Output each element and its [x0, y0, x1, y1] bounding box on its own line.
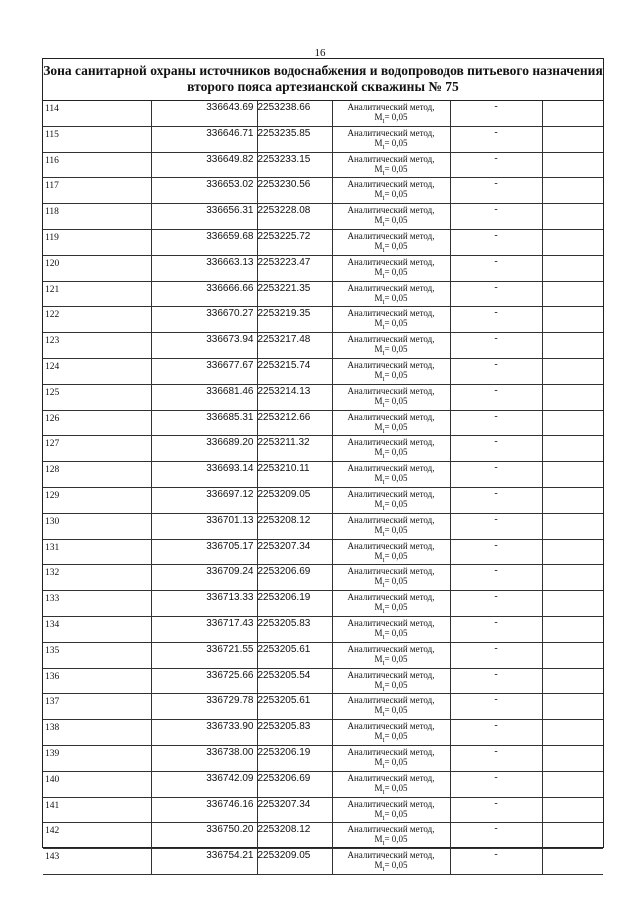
method-label: Аналитический метод,: [347, 772, 435, 783]
error-cell: -: [450, 307, 542, 333]
error-cell: -: [450, 616, 542, 642]
y-coordinate-cell: 2253205.83: [257, 616, 332, 642]
table-row: [43, 229, 603, 255]
point-number-cell: 139: [43, 745, 151, 771]
table-row: [43, 101, 603, 126]
point-number-cell: 142: [43, 823, 151, 849]
y-coordinate-cell: 2253210.11: [257, 462, 332, 488]
method-label: Аналитический метод,: [347, 721, 435, 732]
coordinates-table-body: [43, 101, 603, 874]
method-label: Аналитический метод,: [347, 643, 435, 654]
error-cell: -: [450, 178, 542, 204]
table-row: [43, 642, 603, 668]
method-cell: [332, 616, 450, 642]
error-cell: -: [450, 436, 542, 462]
error-cell: -: [450, 694, 542, 720]
method-cell: [332, 436, 450, 462]
x-coordinate-cell: 336656.31: [151, 204, 257, 230]
method-cell: [332, 152, 450, 178]
point-number-cell: 135: [43, 642, 151, 668]
x-coordinate-cell: 336729.78: [151, 694, 257, 720]
method-label: Аналитический метод,: [347, 514, 435, 525]
y-coordinate-cell: 2253235.85: [257, 126, 332, 152]
point-number-cell: 117: [43, 178, 151, 204]
mt-value: $M_t= 0,05$: [374, 731, 408, 744]
method-label: Аналитический метод,: [347, 669, 435, 680]
blank-cell: [542, 410, 603, 436]
table-row: [43, 616, 603, 642]
x-coordinate-cell: 336717.43: [151, 616, 257, 642]
method-cell: [332, 384, 450, 410]
method-cell: [332, 126, 450, 152]
y-coordinate-cell: 2253205.54: [257, 668, 332, 694]
mt-value: $M_t= 0,05$: [374, 524, 408, 538]
blank-cell: [542, 797, 603, 823]
table-row: [43, 720, 603, 746]
blank-cell: [542, 720, 603, 746]
mt-value: $M_t= 0,05$: [374, 756, 408, 770]
table-row: [43, 126, 603, 152]
error-cell: -: [450, 591, 542, 617]
error-cell: -: [450, 771, 542, 797]
method-label: Аналитический метод,: [347, 359, 435, 370]
blank-cell: [542, 255, 603, 281]
y-coordinate-cell: 2253215.74: [257, 358, 332, 384]
error-cell: -: [450, 255, 542, 281]
error-cell: -: [450, 152, 542, 178]
blank-cell: [542, 616, 603, 642]
table-title: [43, 59, 603, 101]
x-coordinate-cell: 336666.66: [151, 281, 257, 307]
document-sheet: [42, 58, 604, 873]
method-label: Аналитический метод,: [347, 205, 435, 216]
y-coordinate-cell: 2253206.19: [257, 591, 332, 617]
blank-cell: [542, 745, 603, 771]
point-number-cell: 132: [43, 565, 151, 591]
method-cell: [332, 720, 450, 746]
method-cell: [332, 487, 450, 513]
y-coordinate-cell: 2253217.48: [257, 333, 332, 359]
error-cell: -: [450, 487, 542, 513]
method-label: Аналитический метод,: [347, 798, 435, 809]
point-number-cell: 125: [43, 384, 151, 410]
y-coordinate-cell: 2253205.61: [257, 694, 332, 720]
y-coordinate-cell: 2253219.35: [257, 307, 332, 333]
mt-value: $M_t= 0,05$: [374, 344, 408, 357]
method-cell: [332, 101, 450, 126]
y-coordinate-cell: 2253205.83: [257, 720, 332, 746]
method-label: Аналитический метод,: [347, 334, 435, 345]
table-row: [43, 694, 603, 720]
x-coordinate-cell: 336689.20: [151, 436, 257, 462]
blank-cell: [542, 126, 603, 152]
table-row: [43, 823, 603, 849]
y-coordinate-cell: 2253221.35: [257, 281, 332, 307]
table-row: [43, 152, 603, 178]
point-number-cell: 124: [43, 358, 151, 384]
method-label: Аналитический метод,: [347, 308, 435, 319]
method-cell: [332, 823, 450, 849]
point-number-cell: 120: [43, 255, 151, 281]
point-number-cell: 131: [43, 539, 151, 565]
x-coordinate-cell: 336701.13: [151, 513, 257, 539]
table-row: [43, 591, 603, 617]
method-cell: [332, 229, 450, 255]
blank-cell: [542, 771, 603, 797]
method-cell: [332, 178, 450, 204]
blank-cell: [542, 152, 603, 178]
method-cell: [332, 591, 450, 617]
x-coordinate-cell: 336659.68: [151, 229, 257, 255]
title-line-1: Зона санитарной охраны источников водоснабжения и водопроводов питьевого назначения: [43, 63, 603, 78]
error-cell: -: [450, 204, 542, 230]
method-cell: [332, 204, 450, 230]
error-cell: -: [450, 668, 542, 694]
point-number-cell: 116: [43, 152, 151, 178]
y-coordinate-cell: 2253207.34: [257, 539, 332, 565]
x-coordinate-cell: 336673.94: [151, 333, 257, 359]
error-cell: -: [450, 281, 542, 307]
method-label: Аналитический метод,: [347, 282, 435, 293]
blank-cell: [542, 849, 603, 875]
error-cell: -: [450, 384, 542, 410]
x-coordinate-cell: 336643.69: [151, 101, 257, 126]
y-coordinate-cell: 2253209.05: [257, 849, 332, 875]
y-coordinate-cell: 2253212.66: [257, 410, 332, 436]
point-number-cell: 118: [43, 204, 151, 230]
table-row: [43, 565, 603, 591]
y-coordinate-cell: 2253208.12: [257, 823, 332, 849]
table-row: [43, 745, 603, 771]
method-cell: [332, 333, 450, 359]
y-coordinate-cell: 2253211.32: [257, 436, 332, 462]
blank-cell: [542, 513, 603, 539]
method-label: Аналитический метод,: [347, 617, 435, 628]
blank-cell: [542, 462, 603, 488]
blank-cell: [542, 307, 603, 333]
mt-value: $M_t= 0,05$: [374, 576, 408, 590]
blank-cell: [542, 178, 603, 204]
blank-cell: [542, 333, 603, 359]
mt-value: $M_t= 0,05$: [374, 860, 408, 873]
blank-cell: [542, 539, 603, 565]
x-coordinate-cell: 336677.67: [151, 358, 257, 384]
point-number-cell: 140: [43, 771, 151, 797]
point-number-cell: 133: [43, 591, 151, 617]
x-coordinate-cell: 336670.27: [151, 307, 257, 333]
x-coordinate-cell: 336663.13: [151, 255, 257, 281]
x-coordinate-cell: 336725.66: [151, 668, 257, 694]
blank-cell: [542, 229, 603, 255]
error-cell: -: [450, 358, 542, 384]
method-label: Аналитический метод,: [347, 385, 435, 396]
mt-value: $M_t= 0,05$: [374, 498, 408, 512]
blank-cell: [542, 487, 603, 513]
x-coordinate-cell: 336721.55: [151, 642, 257, 668]
x-coordinate-cell: 336693.14: [151, 462, 257, 488]
mt-value: $M_t= 0,05$: [374, 447, 408, 461]
mt-value: $M_t= 0,05$: [374, 189, 408, 203]
method-label: Аналитический метод,: [347, 127, 435, 138]
error-cell: -: [450, 849, 542, 875]
error-cell: -: [450, 642, 542, 668]
mt-value: $M_t= 0,05$: [374, 240, 408, 254]
x-coordinate-cell: 336685.31: [151, 410, 257, 436]
x-coordinate-cell: 336754.21: [151, 849, 257, 875]
x-coordinate-cell: 336709.24: [151, 565, 257, 591]
mt-value: $M_t= 0,05$: [374, 627, 408, 641]
method-cell: [332, 565, 450, 591]
method-cell: [332, 513, 450, 539]
blank-cell: [542, 204, 603, 230]
mt-value: $M_t= 0,05$: [374, 163, 408, 177]
method-label: Аналитический метод,: [347, 824, 435, 835]
mt-value: $M_t= 0,05$: [374, 292, 408, 306]
mt-value: $M_t= 0,05$: [374, 395, 408, 409]
y-coordinate-cell: 2253233.15: [257, 152, 332, 178]
mt-value: $M_t= 0,05$: [374, 318, 408, 332]
y-coordinate-cell: 2253207.34: [257, 797, 332, 823]
blank-cell: [542, 358, 603, 384]
mt-value: $M_t= 0,05$: [374, 834, 408, 848]
mt-value: $M_t= 0,05$: [374, 653, 408, 667]
error-cell: -: [450, 229, 542, 255]
blank-cell: [542, 436, 603, 462]
method-label: Аналитический метод,: [347, 179, 435, 190]
method-label: Аналитический метод,: [347, 256, 435, 267]
blank-cell: [542, 694, 603, 720]
y-coordinate-cell: 2253214.13: [257, 384, 332, 410]
table-row: [43, 204, 603, 230]
point-number-cell: 114: [43, 101, 151, 126]
method-label: Аналитический метод,: [347, 746, 435, 757]
error-cell: -: [450, 745, 542, 771]
table-row: [43, 849, 603, 875]
point-number-cell: 126: [43, 410, 151, 436]
x-coordinate-cell: 336705.17: [151, 539, 257, 565]
table-row: [43, 410, 603, 436]
blank-cell: [542, 668, 603, 694]
table-row: [43, 436, 603, 462]
method-cell: [332, 358, 450, 384]
error-cell: -: [450, 462, 542, 488]
y-coordinate-cell: 2253238.66: [257, 101, 332, 126]
method-label: Аналитический метод,: [347, 850, 435, 861]
y-coordinate-cell: 2253223.47: [257, 255, 332, 281]
method-label: Аналитический метод,: [347, 592, 435, 603]
error-cell: -: [450, 797, 542, 823]
mt-value: $M_t= 0,05$: [374, 705, 408, 719]
x-coordinate-cell: 336713.33: [151, 591, 257, 617]
method-label: Аналитический метод,: [347, 411, 435, 422]
method-label: Аналитический метод,: [347, 566, 435, 577]
coordinates-table: [43, 101, 603, 875]
y-coordinate-cell: 2253230.56: [257, 178, 332, 204]
point-number-cell: 128: [43, 462, 151, 488]
y-coordinate-cell: 2253206.69: [257, 565, 332, 591]
y-coordinate-cell: 2253206.69: [257, 771, 332, 797]
method-label: Аналитический метод,: [347, 102, 435, 112]
point-number-cell: 123: [43, 333, 151, 359]
method-label: Аналитический метод,: [347, 463, 435, 474]
method-cell: [332, 668, 450, 694]
mt-value: $M_t= 0,05$: [374, 266, 408, 280]
table-row: [43, 797, 603, 823]
point-number-cell: 119: [43, 229, 151, 255]
y-coordinate-cell: 2253209.05: [257, 487, 332, 513]
mt-value: $M_t= 0,05$: [374, 782, 408, 796]
mt-value: $M_t= 0,05$: [374, 137, 408, 151]
error-cell: -: [450, 513, 542, 539]
error-cell: -: [450, 565, 542, 591]
point-number-cell: 143: [43, 849, 151, 875]
table-row: [43, 771, 603, 797]
blank-cell: [542, 281, 603, 307]
blank-cell: [542, 591, 603, 617]
blank-cell: [542, 101, 603, 126]
point-number-cell: 141: [43, 797, 151, 823]
point-number-cell: 122: [43, 307, 151, 333]
method-label: Аналитический метод,: [347, 437, 435, 448]
x-coordinate-cell: 336681.46: [151, 384, 257, 410]
point-number-cell: 136: [43, 668, 151, 694]
mt-value: $M_t= 0,05$: [374, 808, 408, 822]
point-number-cell: 127: [43, 436, 151, 462]
table-row: [43, 487, 603, 513]
x-coordinate-cell: 336653.02: [151, 178, 257, 204]
blank-cell: [542, 642, 603, 668]
method-cell: [332, 642, 450, 668]
mt-value: $M_t= 0,05$: [374, 602, 408, 615]
blank-cell: [542, 384, 603, 410]
mt-value: $M_t= 0,05$: [374, 215, 408, 228]
table-row: [43, 358, 603, 384]
blank-cell: [542, 565, 603, 591]
page-number: 16: [314, 47, 326, 59]
table-row: [43, 462, 603, 488]
table-row: [43, 384, 603, 410]
error-cell: -: [450, 720, 542, 746]
blank-cell: [542, 823, 603, 849]
error-cell: -: [450, 823, 542, 849]
point-number-cell: 129: [43, 487, 151, 513]
method-label: Аналитический метод,: [347, 695, 435, 706]
x-coordinate-cell: 336733.90: [151, 720, 257, 746]
table-row: [43, 281, 603, 307]
method-cell: [332, 797, 450, 823]
method-cell: [332, 849, 450, 875]
point-number-cell: 138: [43, 720, 151, 746]
table-row: [43, 513, 603, 539]
error-cell: -: [450, 539, 542, 565]
mt-value: $M_t= 0,05$: [374, 679, 408, 693]
table-row: [43, 539, 603, 565]
y-coordinate-cell: 2253206.19: [257, 745, 332, 771]
mt-value: $M_t= 0,05$: [374, 369, 408, 383]
table-row: [43, 307, 603, 333]
table-row: [43, 668, 603, 694]
x-coordinate-cell: 336738.00: [151, 745, 257, 771]
method-cell: [332, 539, 450, 565]
method-cell: [332, 462, 450, 488]
method-label: Аналитический метод,: [347, 153, 435, 164]
point-number-cell: 130: [43, 513, 151, 539]
method-cell: [332, 255, 450, 281]
point-number-cell: 137: [43, 694, 151, 720]
point-number-cell: 115: [43, 126, 151, 152]
method-cell: [332, 307, 450, 333]
x-coordinate-cell: 336697.12: [151, 487, 257, 513]
x-coordinate-cell: 336742.09: [151, 771, 257, 797]
x-coordinate-cell: 336649.82: [151, 152, 257, 178]
method-cell: [332, 410, 450, 436]
mt-value: $M_t= 0,05$: [374, 473, 408, 486]
point-number-cell: 134: [43, 616, 151, 642]
y-coordinate-cell: 2253228.08: [257, 204, 332, 230]
error-cell: -: [450, 333, 542, 359]
x-coordinate-cell: 336746.16: [151, 797, 257, 823]
method-cell: [332, 745, 450, 771]
table-row: [43, 178, 603, 204]
method-label: Аналитический метод,: [347, 230, 435, 241]
mt-value: $M_t= 0,05$: [374, 421, 408, 435]
error-cell: -: [450, 126, 542, 152]
method-label: Аналитический метод,: [347, 540, 435, 551]
y-coordinate-cell: 2253225.72: [257, 229, 332, 255]
mt-value: $M_t= 0,05$: [374, 112, 408, 125]
x-coordinate-cell: 336750.20: [151, 823, 257, 849]
point-number-cell: 121: [43, 281, 151, 307]
table-row: [43, 333, 603, 359]
mt-value: $M_t= 0,05$: [374, 550, 408, 564]
x-coordinate-cell: 336646.71: [151, 126, 257, 152]
method-cell: [332, 281, 450, 307]
error-cell: -: [450, 101, 542, 126]
title-line-2: второго пояса артезианской скважины № 75: [187, 79, 459, 94]
y-coordinate-cell: 2253205.61: [257, 642, 332, 668]
method-cell: [332, 694, 450, 720]
table-row: [43, 255, 603, 281]
error-cell: -: [450, 410, 542, 436]
y-coordinate-cell: 2253208.12: [257, 513, 332, 539]
method-label: Аналитический метод,: [347, 488, 435, 499]
method-cell: [332, 771, 450, 797]
